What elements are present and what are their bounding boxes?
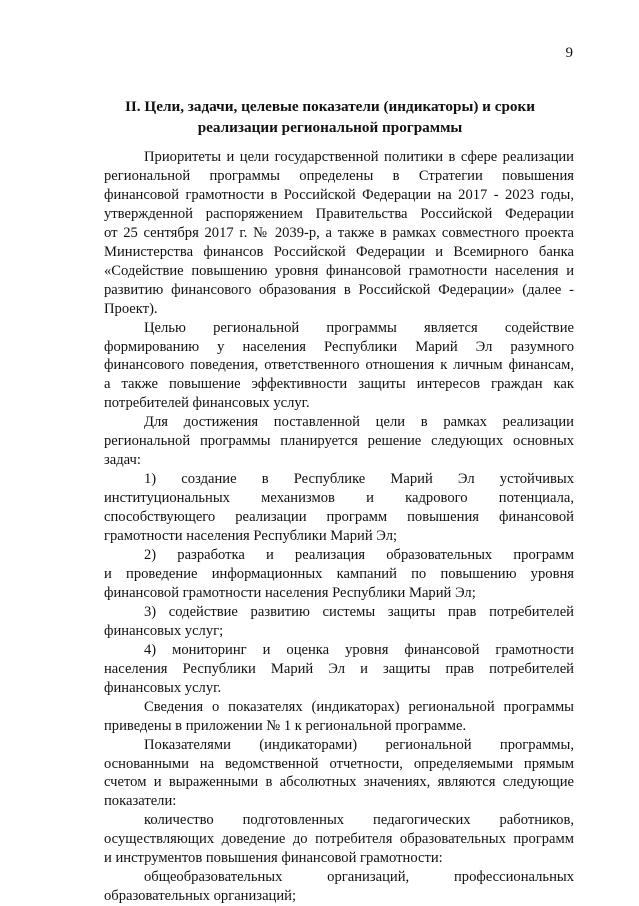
paragraph: [104, 868, 574, 906]
text-line: и проведение информационных кампаний по повышению уровня: [104, 565, 574, 582]
text-line: количество подготовленных педагогических работников,: [144, 812, 574, 829]
text-line: грамотности населения Республики Марий Эл;: [104, 528, 398, 545]
paragraph: [104, 546, 574, 603]
text-line: показатели:: [104, 793, 177, 810]
text-line: потребителей финансовых услуг.: [104, 395, 310, 412]
paragraph: [104, 698, 574, 736]
text-line: Целью региональной программы является содействие: [144, 319, 574, 336]
paragraph: [104, 319, 574, 414]
text-line: осуществляющих доведение до потребителя образовательных программ: [104, 831, 574, 848]
text-line: 2) разработка и реализация образовательных программ: [144, 547, 574, 564]
text-line: Показателями (индикаторами) региональной программы,: [144, 736, 574, 753]
text-line: основанными на ведомственной отчетности, определяемыми прямым: [104, 755, 574, 772]
section-heading: [90, 97, 570, 138]
text-line: финансовой грамотности в Российской Федерации на 2017 - 2023 годы,: [104, 186, 574, 203]
paragraph: [104, 811, 574, 868]
text-line: населения Республики Марий Эл и защиты прав потребителей: [104, 660, 574, 677]
text-line: 4) мониторинг и оценка уровня финансовой грамотности: [144, 641, 574, 658]
text-line: утвержденной распоряжением Правительства Российской Федерации: [104, 205, 574, 222]
text-line: Министерства финансов Российской Федерации и Всемирного банка: [104, 243, 574, 260]
text-line: формированию у населения Республики Марий Эл разумного: [104, 338, 574, 355]
text-line: и инструментов повышения финансовой грамотности:: [104, 850, 443, 867]
paragraph: [104, 470, 574, 546]
text-line: способствующего реализации программ повышения финансовой: [104, 509, 574, 526]
text-line: финансовой грамотности населения Республики Марий Эл;: [104, 584, 476, 601]
section-heading-line-2: реализации региональной программы: [197, 118, 463, 136]
text-line: 3) содействие развитию системы защиты прав потребителей: [144, 603, 574, 620]
section-heading-line-1: II. Цели, задачи, целевые показатели (индикаторы) и сроки: [124, 98, 536, 115]
text-line: 1) создание в Республике Марий Эл устойчивых: [144, 471, 574, 488]
paragraph: [104, 736, 574, 812]
page-number: 9: [565, 45, 573, 61]
text-line: институциональных механизмов и кадрового потенциала,: [104, 490, 574, 507]
text-line: приведены в приложении № 1 к региональной программе.: [104, 717, 467, 734]
paragraph: [104, 148, 574, 319]
text-line: развитию финансового образования в Российской Федерации» (далее -: [104, 281, 574, 298]
paragraph: [104, 413, 574, 470]
text-line: счетом и выраженными в абсолютных значениях, являются следующие: [104, 774, 574, 791]
text-line: образовательных организаций;: [104, 888, 297, 905]
text-line: «Содействие повышению уровня финансовой грамотности населения и: [104, 262, 574, 279]
text-line: Проект).: [104, 300, 158, 317]
paragraph: [104, 641, 574, 698]
text-line: общеобразовательных организаций, профессиональных: [144, 869, 574, 886]
text-line: региональной программы определены в Стратегии повышения: [104, 167, 574, 184]
text-line: от 25 сентября 2017 г. № 2039-р, а также в рамках совместного проекта: [104, 224, 574, 241]
text-line: финансового поведения, ответственного отношения к личным финансам,: [104, 357, 574, 374]
text-line: Сведения о показателях (индикаторах) региональной программы: [144, 698, 574, 715]
text-line: финансовых услуг.: [104, 679, 222, 696]
text-line: задач:: [104, 452, 141, 469]
text-line: Приоритеты и цели государственной политики в сфере реализации: [144, 149, 574, 165]
document-body: [104, 148, 574, 906]
paragraph: [104, 603, 574, 641]
text-line: а также повышение эффективности защиты интересов граждан как: [104, 376, 574, 393]
text-line: региональной программы планируется решение следующих основных: [104, 433, 574, 450]
text-line: финансовых услуг;: [104, 622, 224, 639]
text-line: Для достижения поставленной цели в рамках реализации: [144, 414, 574, 431]
